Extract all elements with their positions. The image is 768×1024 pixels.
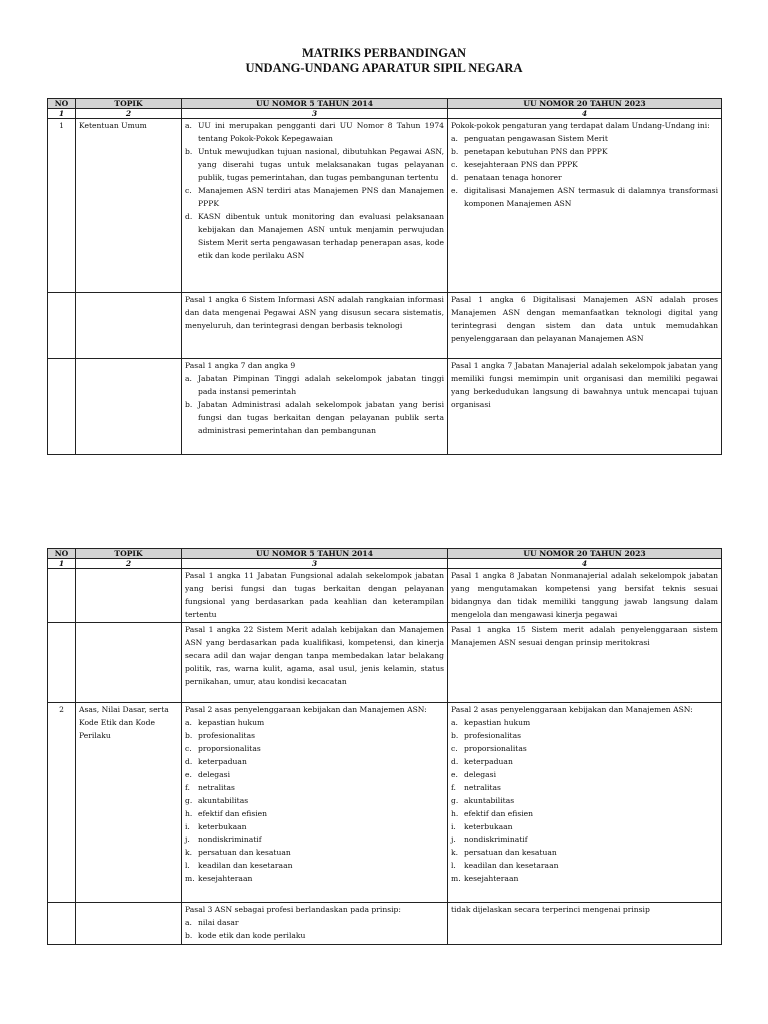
- list-item: [185, 872, 444, 885]
- list-text: digitalisasi Manajemen ASN termasuk di dalamnya transformasi komponen Manajemen ASN: [464, 186, 718, 208]
- list-marker: j.: [451, 835, 456, 844]
- list-item: [451, 807, 718, 820]
- row-topic: Asas, Nilai Dasar, serta Kode Etik dan Kode Perilaku: [76, 703, 182, 903]
- column-number-row: [48, 109, 722, 119]
- header-topik: TOPIK: [76, 549, 182, 559]
- list-item: [185, 859, 444, 872]
- uu5-list: [185, 916, 444, 942]
- col-number: 3: [182, 109, 448, 119]
- list-marker: a.: [451, 718, 458, 727]
- uu20-cell: Pasal 1 angka 7 Jabatan Manajerial adalah sekelompok jabatan yang memiliki fungsi memimpin unit organisasi dan memiliki pegawai yang berkedudukan langsung di bawahnya untuk mencapai tujuan organisasi: [448, 359, 722, 455]
- header-uu20: UU NOMOR 20 TAHUN 2023: [448, 99, 722, 109]
- list-item: [451, 833, 718, 846]
- uu20-list: [451, 132, 718, 210]
- uu20-cell: [448, 703, 722, 903]
- list-marker: i.: [451, 822, 456, 831]
- col-number: 2: [76, 109, 182, 119]
- list-item: [185, 916, 444, 929]
- list-text: keterpaduan: [464, 757, 513, 766]
- header-no: NO: [48, 99, 76, 109]
- list-item: [185, 768, 444, 781]
- list-text: nondiskriminatif: [464, 835, 528, 844]
- list-marker: g.: [185, 796, 193, 805]
- uu5-cell: Pasal 1 angka 22 Sistem Merit adalah kebijakan dan Manajemen ASN yang berdasarkan pada kualifikasi, kompetensi, dan kinerja secara adil dan wajar dengan tanpa membedakan latar belakang politik, ras, warna kulit, agama, asal usul, jenis kelamin, status pernikahan, umur, atau kondisi kecacatan: [182, 623, 448, 703]
- list-item: [185, 398, 444, 437]
- list-item: [451, 184, 718, 210]
- list-text: efektif dan efisien: [464, 809, 534, 818]
- list-marker: d.: [185, 757, 193, 766]
- table-row: [48, 703, 722, 903]
- list-text: netralitas: [198, 783, 235, 792]
- list-marker: f.: [185, 783, 190, 792]
- table-row: [48, 119, 722, 293]
- list-marker: b.: [185, 147, 193, 156]
- uu20-cell: Pasal 1 angka 15 Sistem merit adalah penyelenggaraan sistem Manajemen ASN sesuai dengan prinsip meritokrasi: [448, 623, 722, 703]
- list-text: kode etik dan kode perilaku: [198, 931, 306, 940]
- list-text: netralitas: [464, 783, 501, 792]
- list-item: [185, 372, 444, 398]
- list-text: nondiskriminatif: [198, 835, 262, 844]
- uu5-cell: Pasal 1 angka 6 Sistem Informasi ASN adalah rangkaian informasi dan data mengenai Pegawai ASN yang disusun secara sistematis, menyeluruh, dan terintegrasi dengan berbasis teknologi: [182, 293, 448, 359]
- list-text: Jabatan Administrasi adalah sekelompok jabatan yang berisi fungsi dan tugas berkaitan dengan pelayanan publik serta administrasi pemerintahan dan pembangunan: [198, 400, 444, 435]
- list-marker: d.: [451, 173, 459, 182]
- list-marker: d.: [451, 757, 459, 766]
- list-marker: l.: [185, 861, 190, 870]
- list-text: keadilan dan kesetaraan: [198, 861, 293, 870]
- col-number: 4: [448, 559, 722, 569]
- list-item: [185, 119, 444, 145]
- col-number: 1: [48, 109, 76, 119]
- list-marker: a.: [185, 918, 192, 927]
- header-topik: TOPIK: [76, 99, 182, 109]
- list-item: [451, 794, 718, 807]
- uu20-intro: Pokok-pokok pengaturan yang terdapat dalam Undang-Undang ini:: [451, 121, 710, 130]
- header-row: [48, 99, 722, 109]
- table-row: [48, 903, 722, 945]
- list-item: [185, 820, 444, 833]
- comparison-table-2: [47, 548, 722, 945]
- list-marker: l.: [451, 861, 456, 870]
- list-item: [185, 846, 444, 859]
- list-item: [185, 184, 444, 210]
- list-text: profesionalitas: [198, 731, 256, 740]
- list-text: akuntabilitas: [198, 796, 249, 805]
- list-marker: h.: [451, 809, 459, 818]
- list-marker: h.: [185, 809, 193, 818]
- list-text: Manajemen ASN terdiri atas Manajemen PNS dan Manajemen PPPK: [198, 186, 444, 208]
- uu5-intro: Pasal 1 angka 7 dan angka 9: [185, 361, 296, 370]
- list-text: KASN dibentuk untuk monitoring dan evaluasi pelaksanaan kebijakan dan Manajemen ASN untuk menjamin perwujudan Sistem Merit serta pengawasan terhadap penerapan asas, kode etik dan kode perilaku ASN: [198, 212, 444, 260]
- list-item: [451, 716, 718, 729]
- header-no: NO: [48, 549, 76, 559]
- list-item: [451, 846, 718, 859]
- list-text: kepastian hukum: [198, 718, 265, 727]
- list-marker: a.: [185, 374, 192, 383]
- uu5-list: [185, 372, 444, 437]
- list-text: nilai dasar: [198, 918, 239, 927]
- list-text: penetapan kebutuhan PNS dan PPPK: [464, 147, 608, 156]
- header-uu20: UU NOMOR 20 TAHUN 2023: [448, 549, 722, 559]
- title-line-1: MATRIKS PERBANDINGAN: [301, 46, 466, 60]
- list-marker: c.: [185, 744, 192, 753]
- list-marker: b.: [451, 147, 459, 156]
- list-item: [451, 132, 718, 145]
- table-row: [48, 623, 722, 703]
- col-number: 4: [448, 109, 722, 119]
- list-item: [185, 210, 444, 262]
- page-title: [0, 46, 768, 76]
- column-number-row: [48, 559, 722, 569]
- col-number: 2: [76, 559, 182, 569]
- list-marker: k.: [451, 848, 459, 857]
- asas-list: [185, 716, 444, 885]
- list-text: delegasi: [464, 770, 496, 779]
- list-text: Untuk mewujudkan tujuan nasional, dibutuhkan Pegawai ASN, yang diserahi tugas untuk melaksanakan tugas pelayanan publik, tugas pemerintahan, dan tugas pembangunan tertentu: [198, 147, 444, 182]
- list-item: [451, 145, 718, 158]
- list-marker: e.: [451, 770, 458, 779]
- uu5-cell: [182, 359, 448, 455]
- list-marker: g.: [451, 796, 459, 805]
- list-text: penguatan pengawasan Sistem Merit: [464, 134, 608, 143]
- uu5-cell: [182, 119, 448, 293]
- row-number: 1: [48, 119, 76, 293]
- uu5-intro: Pasal 3 ASN sebagai profesi berlandaskan pada prinsip:: [185, 905, 401, 914]
- uu20-cell: Pasal 1 angka 6 Digitalisasi Manajemen ASN adalah proses Manajemen ASN dengan memanfaatkan teknologi digital yang terintegrasi dengan sistem dan data untuk memudahkan penyelenggaraan dan pelayanan Manajemen ASN: [448, 293, 722, 359]
- uu20-intro: Pasal 2 asas penyelenggaraan kebijakan dan Manajemen ASN:: [451, 705, 693, 714]
- list-item: [185, 781, 444, 794]
- list-item: [451, 729, 718, 742]
- list-text: kesejahteraan PNS dan PPPK: [464, 160, 578, 169]
- list-marker: f.: [451, 783, 456, 792]
- table-row: [48, 569, 722, 623]
- table-row: [48, 359, 722, 455]
- list-item: [185, 755, 444, 768]
- table-row: [48, 293, 722, 359]
- list-marker: k.: [185, 848, 193, 857]
- list-text: keterbukaan: [464, 822, 513, 831]
- list-item: [185, 794, 444, 807]
- list-marker: b.: [185, 931, 193, 940]
- comparison-table-1: [47, 98, 722, 455]
- list-item: [451, 171, 718, 184]
- list-marker: a.: [185, 718, 192, 727]
- uu5-cell: [182, 703, 448, 903]
- list-item: [185, 833, 444, 846]
- list-text: UU ini merupakan pengganti dari UU Nomor 8 Tahun 1974 tentang Pokok-Pokok Kepegawaian: [198, 121, 444, 143]
- list-item: [185, 807, 444, 820]
- list-text: akuntabilitas: [464, 796, 515, 805]
- list-marker: e.: [451, 186, 458, 195]
- list-text: penataan tenaga honorer: [464, 173, 562, 182]
- title-line-2: UNDANG-UNDANG APARATUR SIPIL NEGARA: [245, 61, 523, 75]
- list-item: [451, 781, 718, 794]
- list-text: proporsionalitas: [464, 744, 527, 753]
- list-text: kesejahteraan: [464, 874, 519, 883]
- list-text: keadilan dan kesetaraan: [464, 861, 559, 870]
- list-text: keterbukaan: [198, 822, 247, 831]
- row-topic: Ketentuan Umum: [76, 119, 182, 293]
- list-text: kepastian hukum: [464, 718, 531, 727]
- list-item: [451, 820, 718, 833]
- col-number: 1: [48, 559, 76, 569]
- list-text: efektif dan efisien: [198, 809, 268, 818]
- list-marker: m.: [451, 874, 461, 883]
- header-row: [48, 549, 722, 559]
- list-marker: c.: [451, 160, 458, 169]
- uu5-intro: Pasal 2 asas penyelenggaraan kebijakan dan Manajemen ASN:: [185, 705, 427, 714]
- list-item: [451, 755, 718, 768]
- header-uu5: UU NOMOR 5 TAHUN 2014: [182, 549, 448, 559]
- list-text: Jabatan Pimpinan Tinggi adalah sekelompok jabatan tinggi pada instansi pemerintah: [198, 374, 444, 396]
- list-marker: d.: [185, 212, 193, 221]
- list-marker: e.: [185, 770, 192, 779]
- uu20-cell: tidak dijelaskan secara terperinci mengenai prinsip: [448, 903, 722, 945]
- list-text: persatuan dan kesatuan: [198, 848, 291, 857]
- list-marker: b.: [451, 731, 459, 740]
- uu5-cell: [182, 903, 448, 945]
- list-item: [185, 729, 444, 742]
- list-text: profesionalitas: [464, 731, 522, 740]
- list-item: [185, 742, 444, 755]
- list-marker: b.: [185, 400, 193, 409]
- list-text: kesejahteraan: [198, 874, 253, 883]
- list-marker: a.: [451, 134, 458, 143]
- list-marker: c.: [185, 186, 192, 195]
- list-item: [451, 872, 718, 885]
- list-item: [451, 859, 718, 872]
- asas-list: [451, 716, 718, 885]
- list-text: proporsionalitas: [198, 744, 261, 753]
- list-text: persatuan dan kesatuan: [464, 848, 557, 857]
- uu5-list: [185, 119, 444, 262]
- row-number: 2: [48, 703, 76, 903]
- uu20-cell: Pasal 1 angka 8 Jabatan Nonmanajerial adalah sekelompok jabatan yang mengutamakan kompetensi yang bersifat teknis sesuai bidangnya dan tidak memiliki tanggung jawab langsung dalam mengelola dan mengawasi kinerja pegawai: [448, 569, 722, 623]
- list-text: delegasi: [198, 770, 230, 779]
- col-number: 3: [182, 559, 448, 569]
- uu20-cell: [448, 119, 722, 293]
- list-marker: j.: [185, 835, 190, 844]
- list-item: [185, 145, 444, 184]
- list-item: [185, 716, 444, 729]
- list-text: keterpaduan: [198, 757, 247, 766]
- list-item: [451, 742, 718, 755]
- list-marker: c.: [451, 744, 458, 753]
- list-marker: i.: [185, 822, 190, 831]
- list-marker: b.: [185, 731, 193, 740]
- list-item: [451, 768, 718, 781]
- list-item: [451, 158, 718, 171]
- header-uu5: UU NOMOR 5 TAHUN 2014: [182, 99, 448, 109]
- list-marker: a.: [185, 121, 192, 130]
- list-marker: m.: [185, 874, 195, 883]
- uu5-cell: Pasal 1 angka 11 Jabatan Fungsional adalah sekelompok jabatan yang berisi fungsi dan tugas berkaitan dengan pelayanan fungsional yang berdasarkan pada keahlian dan keterampilan tertentu: [182, 569, 448, 623]
- list-item: [185, 929, 444, 942]
